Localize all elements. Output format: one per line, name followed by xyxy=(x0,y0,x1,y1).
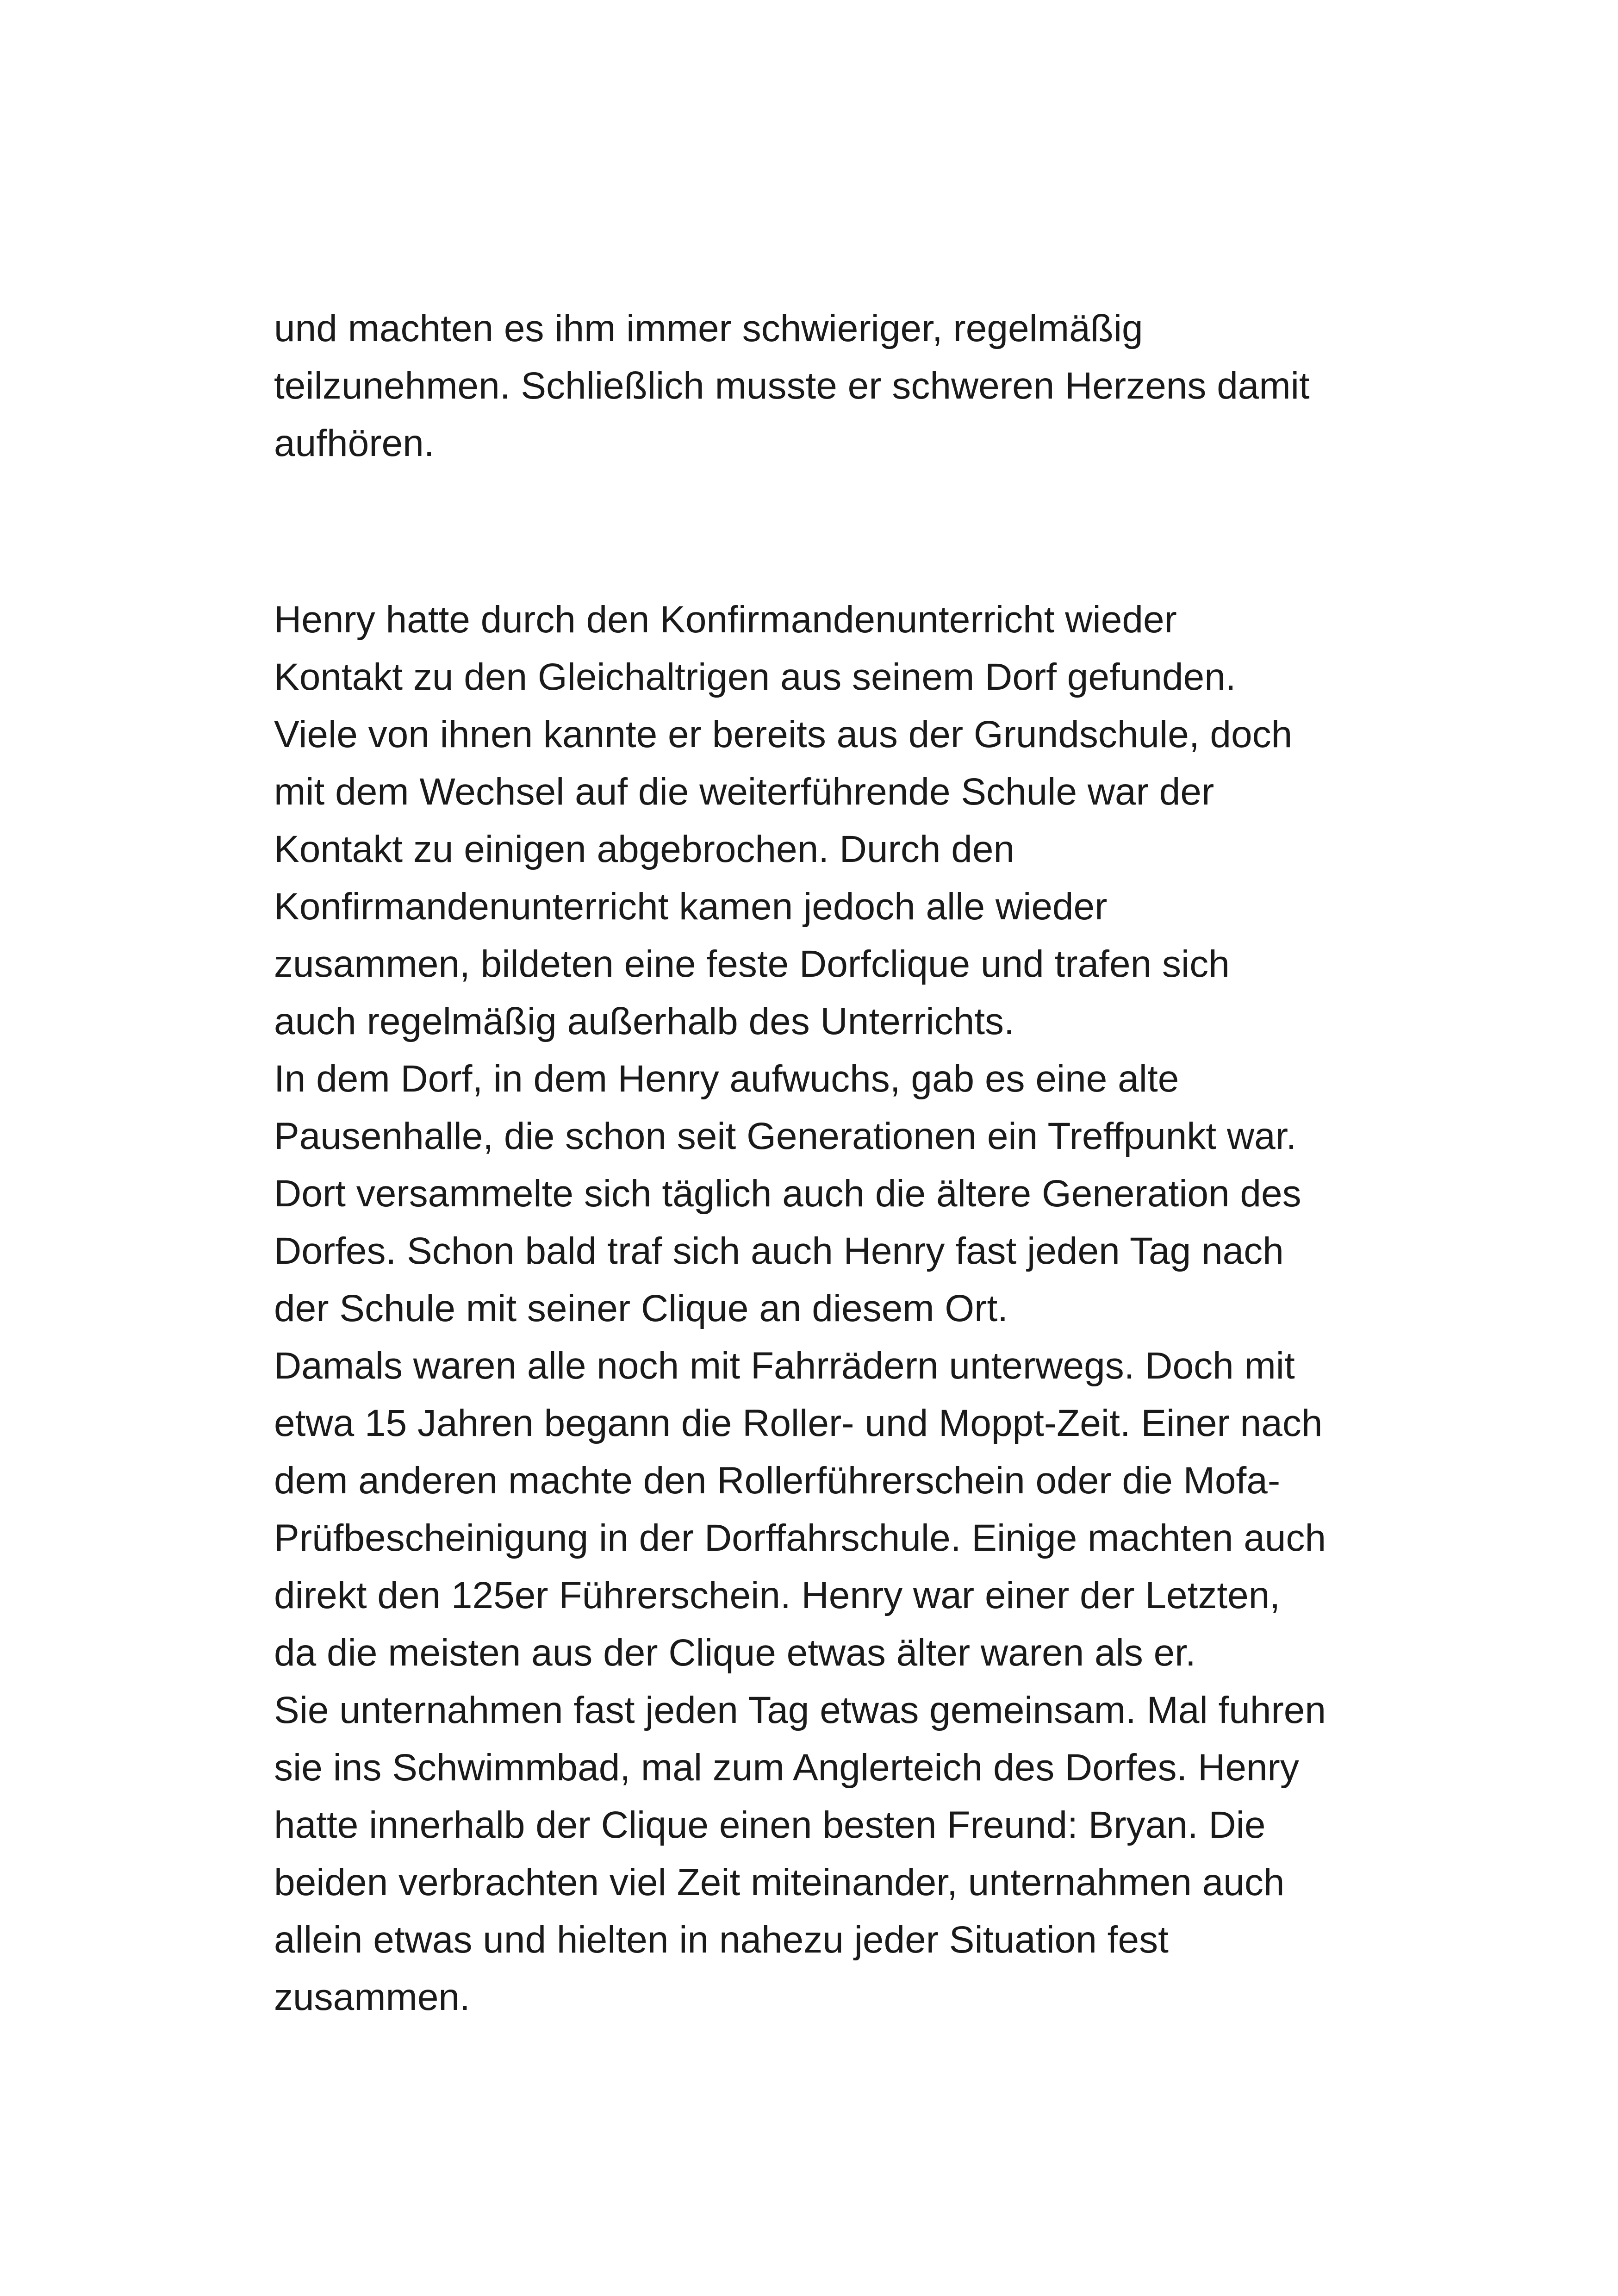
text-line: und machten es ihm immer schwieriger, regelmäßig xyxy=(274,307,1143,349)
text-line: aufhören. xyxy=(274,422,435,464)
text-line: beiden verbrachten viel Zeit miteinander, unternahmen auch xyxy=(274,1861,1285,1903)
text-line: sie ins Schwimmbad, mal zum Anglerteich des Dorfes. Henry xyxy=(274,1747,1299,1789)
text-line: Sie unternahmen fast jeden Tag etwas gemeinsam. Mal fuhren xyxy=(274,1689,1326,1731)
text-line: Pausenhalle, die schon seit Generationen ein Treffpunkt war. xyxy=(274,1115,1297,1157)
text-line: Viele von ihnen kannte er bereits aus der Grundschule, doch xyxy=(274,713,1293,755)
text-line: allein etwas und hielten in nahezu jeder Situation fest xyxy=(274,1919,1169,1961)
text-line: In dem Dorf, in dem Henry aufwuchs, gab es eine alte xyxy=(274,1058,1179,1100)
text-line: zusammen. xyxy=(274,1976,470,2018)
text-line: Henry hatte durch den Konfirmandenunterricht wieder xyxy=(274,599,1177,641)
paragraph-main xyxy=(274,591,1375,2026)
text-line: direkt den 125er Führerschein. Henry war einer der Letzten, xyxy=(274,1574,1281,1616)
text-line: etwa 15 Jahren begann die Roller- und Moppt-Zeit. Einer nach xyxy=(274,1402,1323,1444)
text-line: Damals waren alle noch mit Fahrrädern unterwegs. Doch mit xyxy=(274,1345,1295,1387)
text-line: hatte innerhalb der Clique einen besten Freund: Bryan. Die xyxy=(274,1804,1266,1846)
text-line: da die meisten aus der Clique etwas älter waren als er. xyxy=(274,1632,1196,1674)
text-line: mit dem Wechsel auf die weiterführende Schule war der xyxy=(274,771,1214,813)
text-line: Prüfbescheinigung in der Dorffahrschule. Einige machten auch xyxy=(274,1517,1326,1559)
text-line: Dort versammelte sich täglich auch die ältere Generation des xyxy=(274,1173,1301,1215)
text-line: Konfirmandenunterricht kamen jedoch alle wieder xyxy=(274,886,1108,928)
text-line: der Schule mit seiner Clique an diesem Ort. xyxy=(274,1287,1008,1329)
text-line: zusammen, bildeten eine feste Dorfclique und trafen sich xyxy=(274,943,1230,985)
paragraph-intro xyxy=(274,300,1375,472)
text-line: dem anderen machte den Rollerführerschein oder die Mofa- xyxy=(274,1460,1281,1502)
text-line: Kontakt zu einigen abgebrochen. Durch den xyxy=(274,828,1015,870)
text-line: Dorfes. Schon bald traf sich auch Henry fast jeden Tag nach xyxy=(274,1230,1284,1272)
text-line: auch regelmäßig außerhalb des Unterrichts. xyxy=(274,1000,1014,1042)
text-line: teilzunehmen. Schließlich musste er schweren Herzens damit xyxy=(274,365,1310,407)
text-line: Kontakt zu den Gleichaltrigen aus seinem Dorf gefunden. xyxy=(274,656,1236,698)
